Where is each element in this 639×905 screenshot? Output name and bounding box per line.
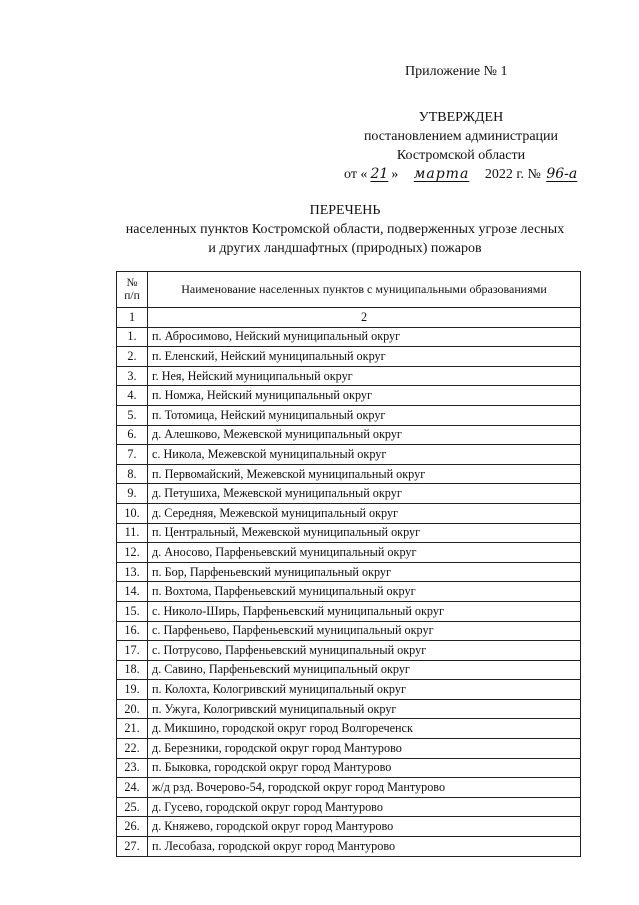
table-row xyxy=(117,680,581,700)
row-number: 25. xyxy=(117,797,148,817)
row-settlement-name: п. Абросимово, Нейский муниципальный округ xyxy=(148,327,581,347)
row-settlement-name: п. Ужуга, Кологривский муниципальный округ xyxy=(148,699,581,719)
row-number: 2. xyxy=(117,347,148,367)
row-settlement-name: п. Центральный, Межевской муниципальный округ xyxy=(148,523,581,543)
row-number: 14. xyxy=(117,582,148,602)
table-row xyxy=(117,641,581,661)
table-row xyxy=(117,817,581,837)
table-row xyxy=(117,327,581,347)
row-settlement-name: д. Аносово, Парфеньевский муниципальный округ xyxy=(148,543,581,563)
row-number: 19. xyxy=(117,680,148,700)
handwritten-number: 96-а xyxy=(546,166,578,182)
row-settlement-name: д. Княжево, городской округ город Мантурово xyxy=(148,817,581,837)
row-settlement-name: п. Номжа, Нейский муниципальный округ xyxy=(148,386,581,406)
header-num xyxy=(117,272,148,308)
row-settlement-name: с. Никола, Межевской муниципальный округ xyxy=(148,445,581,465)
table-row xyxy=(117,837,581,857)
row-settlement-name: д. Гусево, городской округ город Мантурово xyxy=(148,797,581,817)
handwritten-month: марта xyxy=(413,166,470,182)
index-col-2: 2 xyxy=(148,308,581,328)
row-settlement-name: с. Николо-Ширь, Парфеньевский муниципальный округ xyxy=(148,601,581,621)
row-number: 6. xyxy=(117,425,148,445)
approval-date-line xyxy=(330,165,592,184)
row-number: 23. xyxy=(117,758,148,778)
title-subtitle-2: и других ландшафтных (природных) пожаров xyxy=(208,241,482,256)
row-number: 11. xyxy=(117,523,148,543)
appendix-label: Приложение № 1 xyxy=(405,64,508,79)
date-prefix: от « xyxy=(344,167,368,182)
row-number: 26. xyxy=(117,817,148,837)
row-settlement-name: с. Потрусово, Парфеньевский муниципальный округ xyxy=(148,641,581,661)
index-col-1: 1 xyxy=(117,308,148,328)
table-row xyxy=(117,366,581,386)
settlements-table xyxy=(116,271,581,857)
row-number: 27. xyxy=(117,837,148,857)
row-settlement-name: д. Петушиха, Межевской муниципальный округ xyxy=(148,484,581,504)
table-row xyxy=(117,621,581,641)
row-number: 3. xyxy=(117,366,148,386)
row-settlement-name: п. Бор, Парфеньевский муниципальный округ xyxy=(148,562,581,582)
table-row xyxy=(117,503,581,523)
table-row xyxy=(117,797,581,817)
table-row xyxy=(117,464,581,484)
header-name: Наименование населенных пунктов с муниципальными образованиями xyxy=(148,272,581,308)
table-row xyxy=(117,660,581,680)
title-heading: ПЕРЕЧЕНЬ xyxy=(309,203,381,218)
row-settlement-name: с. Парфеньево, Парфеньевский муниципальный округ xyxy=(148,621,581,641)
row-number: 22. xyxy=(117,739,148,759)
table-row xyxy=(117,699,581,719)
row-number: 12. xyxy=(117,543,148,563)
row-number: 9. xyxy=(117,484,148,504)
row-number: 17. xyxy=(117,641,148,661)
row-number: 5. xyxy=(117,405,148,425)
approval-line-2: Костромской области xyxy=(396,148,526,163)
date-year: 2022 г. № xyxy=(484,167,541,182)
row-settlement-name: д. Алешково, Межевской муниципальный округ xyxy=(148,425,581,445)
table-row xyxy=(117,425,581,445)
table-row xyxy=(117,347,581,367)
row-number: 18. xyxy=(117,660,148,680)
row-number: 4. xyxy=(117,386,148,406)
row-settlement-name: д. Микшино, городской округ город Волгореченск xyxy=(148,719,581,739)
row-settlement-name: ж/д рзд. Вочерово-54, городской округ город Мантурово xyxy=(148,778,581,798)
row-settlement-name: п. Лесобаза, городской округ город Мантурово xyxy=(148,837,581,857)
table-index-row xyxy=(117,308,581,328)
date-mid: » xyxy=(391,167,399,182)
header-num-line1: № xyxy=(126,276,138,289)
table-header-row xyxy=(117,272,581,308)
row-number: 10. xyxy=(117,503,148,523)
table-row xyxy=(117,601,581,621)
row-settlement-name: д. Середняя, Межевской муниципальный округ xyxy=(148,503,581,523)
row-settlement-name: п. Колохта, Кологривский муниципальный округ xyxy=(148,680,581,700)
row-number: 7. xyxy=(117,445,148,465)
table-row xyxy=(117,719,581,739)
row-number: 8. xyxy=(117,464,148,484)
row-settlement-name: д. Савино, Парфеньевский муниципальный округ xyxy=(148,660,581,680)
row-number: 21. xyxy=(117,719,148,739)
title-subtitle-1: населенных пунктов Костромской области, подверженных угрозе лесных xyxy=(125,222,565,237)
row-number: 1. xyxy=(117,327,148,347)
table-row xyxy=(117,484,581,504)
table-row xyxy=(117,758,581,778)
table-row xyxy=(117,543,581,563)
table-row xyxy=(117,386,581,406)
table-body xyxy=(117,327,581,856)
handwritten-day: 21 xyxy=(370,166,389,182)
row-number: 24. xyxy=(117,778,148,798)
row-number: 15. xyxy=(117,601,148,621)
table-row xyxy=(117,445,581,465)
table-row xyxy=(117,405,581,425)
header-num-line2: п/п xyxy=(124,289,140,302)
row-number: 16. xyxy=(117,621,148,641)
row-settlement-name: д. Березники, городской округ город Мантурово xyxy=(148,739,581,759)
table-row xyxy=(117,778,581,798)
table-row xyxy=(117,562,581,582)
row-settlement-name: п. Тотомица, Нейский муниципальный округ xyxy=(148,405,581,425)
table-row xyxy=(117,739,581,759)
row-settlement-name: п. Быковка, городской округ город Мантурово xyxy=(148,758,581,778)
table-row xyxy=(117,582,581,602)
table-row xyxy=(117,523,581,543)
row-settlement-name: п. Еленский, Нейский муниципальный округ xyxy=(148,347,581,367)
document-title xyxy=(80,201,610,258)
approved-heading: УТВЕРЖДЕН xyxy=(418,110,504,125)
row-number: 13. xyxy=(117,562,148,582)
approval-block xyxy=(330,108,592,184)
row-settlement-name: г. Нея, Нейский муниципальный округ xyxy=(148,366,581,386)
approval-line-1: постановлением администрации xyxy=(363,129,559,144)
row-settlement-name: п. Вохтома, Парфеньевский муниципальный округ xyxy=(148,582,581,602)
row-number: 20. xyxy=(117,699,148,719)
row-settlement-name: п. Первомайский, Межевской муниципальный округ xyxy=(148,464,581,484)
